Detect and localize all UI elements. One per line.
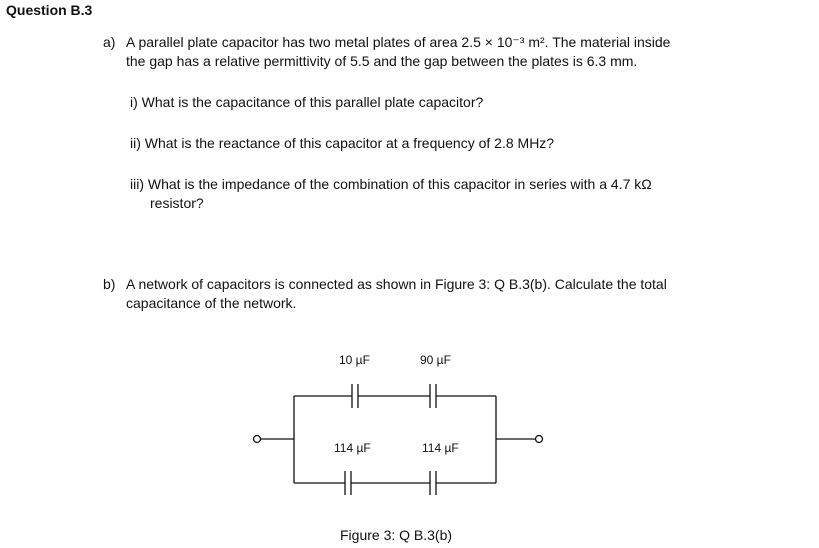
part-a-sub-ii: ii) What is the reactance of this capacitor at a frequency of 2.8 MHz? bbox=[130, 135, 555, 151]
part-a-marker: a) bbox=[103, 34, 116, 50]
capacitor-label-top-left: 10 µF bbox=[339, 353, 370, 367]
right-terminal bbox=[536, 436, 543, 443]
part-a-sub-i: i) What is the capacitance of this parallel plate capacitor? bbox=[130, 94, 484, 110]
part-b-line-1: A network of capacitors is connected as shown in Figure 3: Q B.3(b). Calculate the total bbox=[126, 276, 667, 292]
part-a-sub-iii-line-1: iii) What is the impedance of the combination of this capacitor in series with a 4.7 kΩ bbox=[130, 176, 652, 192]
capacitor-label-top-right: 90 µF bbox=[420, 353, 451, 367]
part-a-line-2: the gap has a relative permittivity of 5.5 and the gap between the plates is 6.3 mm. bbox=[126, 53, 638, 69]
question-title: Question B.3 bbox=[6, 2, 93, 18]
capacitor-label-bottom-left: 114 µF bbox=[334, 441, 371, 455]
part-a-line-1: A parallel plate capacitor has two metal plates of area 2.5 × 10⁻³ m². The material inside bbox=[126, 34, 671, 50]
part-b-marker: b) bbox=[103, 276, 116, 292]
part-b-line-2: capacitance of the network. bbox=[126, 295, 297, 311]
figure-caption: Figure 3: Q B.3(b) bbox=[340, 527, 453, 543]
part-a-sub-iii-line-2: resistor? bbox=[150, 195, 204, 211]
capacitor-label-bottom-right: 114 µF bbox=[422, 441, 459, 455]
left-terminal bbox=[254, 436, 261, 443]
